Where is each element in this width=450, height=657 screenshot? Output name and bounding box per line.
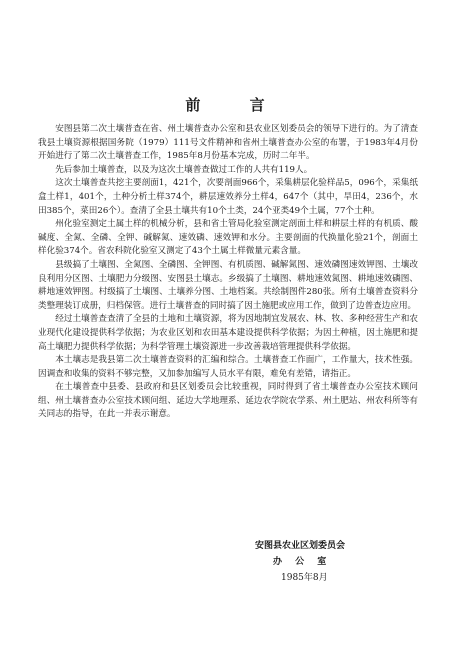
paragraph: 经过土壤普查查清了全县的土地和土壤资源，将为因地制宜发展农、林、牧、多种经营生产和农业现代化建设提供科学依据；为农业区划和农田基本建设提供科学依据；为因土种植，因土施肥和提高土壤肥力提供科学依据；为科学管理土壤资源进一步改善栽培管理提供科学依据。 — [38, 314, 418, 352]
paragraph: 先后参加土壤普查，以及为这次土壤普查做过工作的人共有119人。 — [55, 164, 313, 175]
signature-office: 办 公 室 — [273, 557, 332, 567]
paragraph: 本土壤志是我县第二次土壤普查资料的汇编和综合。土壤普查工作面广，工作量大，技术性强。因调查和收集的资料不够完整，又加参加编写人员水平有限，难免有差错，请指正。 — [38, 355, 418, 379]
paragraph: 县级搞了土壤图、全氮图、全磷图、全钾图、有机质图、碱解氮图、速效磷图速效钾图、土壤改良利用分区图、土壤肥力分级图、安图县土壤志。乡级搞了土壤图、耕地速效氮图、耕地速效磷图、耕地速效钾图。村级搞了土壤图、土壤养分图、土地档案。共绘制图件280张。所有土壤普查资料分类整理装订成册，归档保管。进行土壤普查的同时搞了因土施肥或应用工作，做到了边普查边应用。 — [38, 259, 418, 311]
paragraph: 这次土壤普查共挖主要剖面1，421个，次要剖面966个，采集耕层化验样品5，096个，采集纸盒土样1，401个，土种分析土样374个，耕层速效养分土样4，647个（其中，旱田4，236个，水田385个，菜田26个）。查清了全县土壤共有10个土类，24个亚类49个土属，77个土种。 — [38, 178, 418, 216]
document-body — [38, 123, 418, 422]
signature-block — [255, 538, 405, 586]
signature-organization: 安图县农业区划委员会 — [255, 541, 346, 551]
signature-date: 1985年8月 — [281, 573, 328, 583]
document-title: 前 言 — [185, 96, 287, 114]
paragraph: 在土壤普查中县委、县政府和县区划委员会比较重视，同时得到了省土壤普查办公室技术顾问组、州土壤普查办公室技术顾问组、延边大学地理系、延边农学院农学系、州土肥站、州农科所等有关同志的指导，在此一并表示谢意。 — [38, 382, 418, 420]
paragraph: 安图县第二次土壤普查在省、州土壤普查办公室和县农业区划委员会的领导下进行的。为了清查我县土壤资源根据国务院（1979）111号文件精神和省州土壤普查办公室的布署，于1983年4月份开始进行了第二次土壤普查工作，1985年8月份基本完成，历时二年半。 — [38, 124, 418, 162]
paragraph: 州化验室测定土属土样的机械分析，县和省土管局化验室测定剖面土样和耕层土样的有机质、酸碱度、全氮、全磷、全钾、碱解氮、速效磷、速效钾和水分。主要剖面的代换量化验21个，剖面土样化验374个。省农科院化验室又测定了43个土属土样微量元素含量。 — [38, 219, 418, 257]
